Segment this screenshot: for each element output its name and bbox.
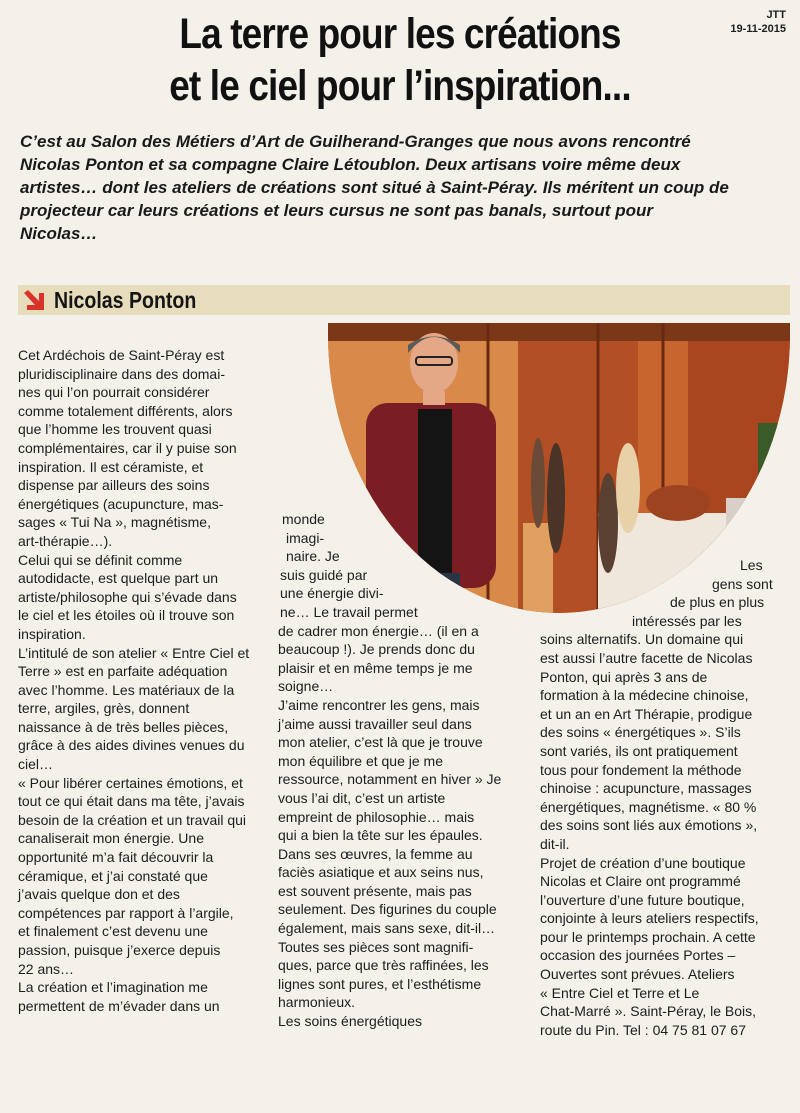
article-column-2 (278, 510, 526, 1031)
text-line: suis guidé par (280, 566, 368, 583)
text-line: Les (740, 557, 763, 573)
text-line: tous pour fondement la méthode (540, 761, 742, 778)
text-line: conjointe à leurs ateliers respectifs, (540, 910, 759, 927)
text-line: J’aime rencontrer les gens, mais (278, 696, 480, 713)
text-line: Chat-Marré ». Saint-Péray, le Bois, (540, 1003, 757, 1020)
text-line: gens sont (712, 575, 773, 592)
text-line: sages « Tui Na », magnétisme, (18, 514, 211, 531)
text-line: des soins « énergétiques ». S’ils (540, 724, 741, 741)
text-line: j’avais quelque don et des (18, 886, 180, 903)
text-line: imagi- (286, 529, 325, 546)
text-line: La création et l’imagination me (18, 979, 208, 996)
text-line: monde (282, 511, 325, 527)
headline-line-1: La terre pour les créations (179, 10, 621, 58)
text-line: empreint de philosophie… mais (278, 808, 475, 825)
text-line: « Entre Ciel et Terre et Le (540, 984, 700, 1001)
text-line: Celui qui se définit comme (18, 551, 183, 568)
text-line: soigne… (278, 678, 334, 695)
text-line: le ciel et les étoiles où il trouve son (18, 607, 235, 624)
headline (56, 8, 744, 112)
text-line: dit-il. (540, 835, 570, 852)
text-line: est aussi l’autre facette de Nicolas (540, 649, 753, 666)
text-line: complémentaires, car il y puise son (18, 439, 237, 456)
text-line: seulement. Des figurines du couple (278, 901, 497, 918)
text-line: qui a bien la tête sur les épaules. (278, 827, 483, 844)
text-line: Ouvertes sont prévues. Ateliers (540, 966, 735, 983)
text-line: que l’homme les trouvent quasi (18, 421, 212, 438)
standfirst-line: Nicolas… (20, 224, 98, 243)
text-line: et un an en Art Thérapie, prodigue (540, 705, 753, 722)
text-line: ressource, notamment en hiver » Je (278, 771, 502, 788)
text-line: lignes sont pures, et l’esthétisme (278, 975, 482, 992)
text-line: grâce à des aides divines venues du (18, 737, 245, 754)
text-line: intéressés par les (632, 612, 742, 629)
article-column-1 (18, 346, 257, 1015)
text-line: Cet Ardéchois de Saint-Péray est (18, 347, 225, 363)
text-line: également, mais sans sexe, dit-il… (278, 920, 496, 937)
text-line: opportunité m’a fait découvrir la (18, 849, 214, 866)
text-line: pour le printemps prochain. A cette (540, 928, 756, 945)
text-line: harmonieux. (278, 994, 356, 1011)
stamp-source: JTT (766, 9, 786, 21)
text-line: Nicolas et Claire ont programmé (540, 873, 741, 890)
subheading-boutique: Projet de création d’une boutique (540, 854, 746, 871)
text-line: Terre » est en parfaite adéquation (18, 663, 228, 680)
text-line: dispense par ailleurs des soins (18, 477, 210, 494)
text-line: est souvent présente, mais pas (278, 882, 472, 899)
text-line: art-thérapie…). (18, 532, 113, 549)
text-line: besoin de la création et un travail qui (18, 811, 247, 828)
article-column-3 (540, 556, 788, 1039)
text-line: avec l’homme. Les matériaux de la (18, 681, 235, 698)
subheading-soins: Les soins énergétiques (278, 1013, 422, 1030)
text-line: des soins sont liés aux émotions », (540, 817, 758, 834)
headline-line-2: et le ciel pour l’inspiration... (169, 62, 631, 110)
text-line: et finalement c’est devenu une (18, 923, 208, 940)
text-line: de plus en plus (670, 594, 765, 611)
text-line: tout ce qui était dans ma tête, j’avais (18, 793, 245, 810)
text-line: autodidacte, est quelque part un (18, 570, 219, 587)
text-line: terre, argiles, grès, donnent (18, 700, 190, 717)
text-line: ques, parce que très raffinées, les (278, 957, 489, 974)
text-line: occasion des journées Portes – (540, 947, 736, 964)
text-line: artiste/philosophe qui s’évade dans (18, 588, 237, 605)
standfirst-line: projecteur car leurs créations et leurs cursus ne sont pas banals, surtout pour (20, 201, 653, 220)
text-line: naire. Je (286, 548, 340, 565)
text-line: mon équilibre et que je me (278, 752, 443, 769)
text-line: ciel… (18, 756, 54, 773)
text-line: chinoise : acupuncture, massages (540, 780, 752, 797)
arrow-icon (22, 290, 48, 312)
text-line: permettent de m’évader dans un (18, 997, 220, 1014)
text-line: mon atelier, c’est là que je trouve (278, 734, 483, 751)
text-line: formation à la médecine chinoise, (540, 687, 749, 704)
text-line: canaliserait mon énergie. Une (18, 830, 204, 847)
text-line: 22 ans… (18, 960, 75, 977)
text-line: énergétiques, magnétisme. « 80 % (540, 798, 757, 815)
text-line: céramique, et j’ai constaté que (18, 867, 208, 884)
text-line: de cadrer mon énergie… (il en a (278, 622, 479, 639)
text-line: j’aime aussi travailler seul dans (278, 715, 472, 732)
text-line: une énergie divi- (280, 585, 384, 602)
text-line: « Pour libérer certaines émotions, et (18, 774, 243, 791)
stamp-date: 19-11-2015 (730, 23, 786, 35)
text-line: faciès asiatique et aux seins nus, (278, 864, 484, 881)
text-line: naissance à de très belles pièces, (18, 718, 229, 735)
text-line: nes qui l’on pourrait considérer (18, 384, 210, 401)
standfirst-line: C’est au Salon des Métiers d’Art de Guilherand-Granges que nous avons rencontré (20, 132, 691, 151)
text-line: l’ouverture d’une future boutique, (540, 891, 745, 908)
text-line: inspiration. (18, 625, 86, 642)
standfirst-line: artistes… dont les ateliers de créations sont situé à Saint-Péray. Ils méritent un coup de (20, 178, 729, 197)
standfirst (20, 130, 795, 245)
text-line: passion, puisque j’exerce depuis (18, 942, 221, 958)
text-line: comme totalement différents, alors (18, 402, 233, 419)
text-line: L’intitulé de son atelier « Entre Ciel et (18, 644, 250, 661)
text-line: plaisir et en même temps je me (278, 659, 473, 676)
text-line: énergétiques (acupuncture, mas- (18, 495, 224, 512)
text-line: pluridisciplinaire dans des domai- (18, 365, 225, 382)
text-line: inspiration. Il est céramiste, et (18, 458, 204, 475)
text-line: soins alternatifs. Un domaine qui (540, 631, 744, 648)
text-line: vous l’ai dit, c’est un artiste (278, 789, 446, 806)
section-title: Nicolas Ponton (54, 287, 197, 313)
text-line: route du Pin. Tel : 04 75 81 07 67 (540, 1021, 747, 1038)
text-line: beaucoup !). Je prends donc du (278, 641, 475, 658)
text-line: Ponton, qui après 3 ans de (540, 668, 708, 685)
standfirst-line: Nicolas Ponton et sa compagne Claire Létoublon. Deux artisans voire même deux (20, 155, 681, 174)
text-line: Dans ses œuvres, la femme au (278, 845, 473, 862)
text-line: sont variés, ils ont pratiquement (540, 742, 738, 759)
text-line: Toutes ses pièces sont magnifi- (278, 938, 474, 955)
text-line: ne… Le travail permet (280, 603, 418, 620)
text-line: compétences par rapport à l’argile, (18, 904, 234, 921)
